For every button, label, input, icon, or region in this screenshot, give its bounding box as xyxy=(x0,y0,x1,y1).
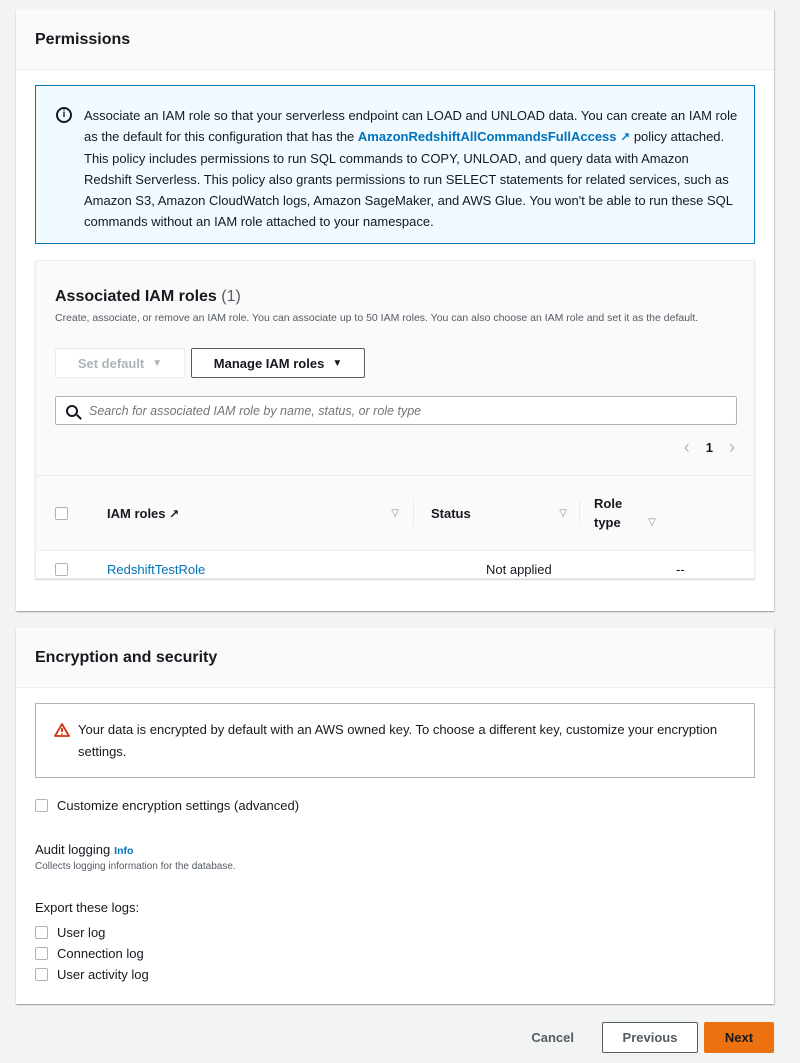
encryption-header xyxy=(16,628,774,688)
sort-icon: ▽ xyxy=(391,507,399,519)
table-header xyxy=(36,476,754,550)
user-activity-log-checkbox[interactable] xyxy=(35,968,48,981)
sort-icon: ▽ xyxy=(559,507,567,519)
encryption-title: Encryption and security xyxy=(35,648,218,666)
role-type: -- xyxy=(676,562,685,577)
external-link-icon: ↗ xyxy=(169,506,180,521)
previous-button[interactable]: Previous xyxy=(602,1022,698,1053)
info-icon: i xyxy=(56,107,72,123)
search-icon xyxy=(66,405,78,417)
info-alert xyxy=(35,85,755,244)
caret-down-icon: ▼ xyxy=(332,357,343,369)
customize-encryption-option[interactable] xyxy=(35,798,299,813)
chevron-right-icon[interactable]: › xyxy=(729,437,735,457)
connection-log-checkbox[interactable] xyxy=(35,947,48,960)
column-status[interactable]: Status ▽ xyxy=(431,505,567,521)
audit-logging-description: Collects logging information for the database. xyxy=(35,861,236,872)
search-input[interactable] xyxy=(89,404,689,418)
customize-encryption-checkbox[interactable] xyxy=(35,799,48,812)
audit-info-link[interactable]: Info xyxy=(114,845,134,857)
user-activity-log-label: User activity log xyxy=(57,967,149,982)
info-alert-text-1: Associate an IAM role so that your serverless endpoint can LOAD and UNLOAD data. You can create an IAM role as the default for this configuration that has the xyxy=(84,108,738,144)
warning-text: Your data is encrypted by default with an AWS owned key. To choose a different key, customize your encryption settings. xyxy=(78,722,718,759)
iam-roles-container xyxy=(35,260,755,579)
column-iam-roles[interactable]: IAM roles ↗ ▽ xyxy=(107,505,399,521)
user-log-checkbox[interactable] xyxy=(35,926,48,939)
chevron-left-icon[interactable]: ‹ xyxy=(683,437,690,457)
user-activity-log-option[interactable] xyxy=(35,967,149,982)
next-button[interactable]: Next xyxy=(704,1022,774,1053)
row-checkbox[interactable] xyxy=(55,563,68,576)
table-row xyxy=(36,550,754,588)
audit-logging-label: Audit logging Info xyxy=(35,842,134,857)
warning-icon xyxy=(54,723,70,737)
sort-icon: ▽ xyxy=(648,516,656,528)
iam-roles-search[interactable] xyxy=(55,396,737,425)
page-number[interactable]: 1 xyxy=(705,440,713,455)
pagination xyxy=(684,437,735,458)
iam-roles-header xyxy=(36,261,754,476)
permissions-title: Permissions xyxy=(35,30,131,48)
iam-roles-count: (1) xyxy=(221,288,241,305)
info-alert-text-2: policy attached. This policy includes permissions to run SQL commands to COPY, UNLOAD, and query data with Amazon Redshift Serverless. This policy also grants permissions to run SELECT statements for related services, such as Amazon S3, Amazon CloudWatch logs, Amazon SageMaker, and AWS Glue. You won't be able to run these SQL commands without an IAM role attached to your namespace. xyxy=(84,129,733,229)
wizard-footer xyxy=(531,1022,774,1053)
encryption-panel xyxy=(16,628,774,1004)
user-log-option[interactable] xyxy=(35,925,105,940)
permissions-panel xyxy=(16,10,774,611)
set-default-button[interactable]: Set default ▼ xyxy=(55,348,185,378)
permissions-header xyxy=(16,10,774,70)
customize-encryption-label: Customize encryption settings (advanced) xyxy=(57,798,300,813)
user-log-label: User log xyxy=(57,925,106,940)
iam-roles-title: Associated IAM roles (1) xyxy=(55,288,241,305)
policy-link[interactable]: AmazonRedshiftAllCommandsFullAccess ↗ xyxy=(358,129,630,144)
connection-log-option[interactable] xyxy=(35,946,144,961)
warning-alert xyxy=(35,703,755,778)
role-name-link[interactable]: RedshiftTestRole xyxy=(107,562,206,577)
caret-down-icon: ▼ xyxy=(152,357,163,369)
column-role-type[interactable]: Role type ▽ xyxy=(594,496,656,530)
select-all-checkbox[interactable] xyxy=(55,507,68,520)
connection-log-label: Connection log xyxy=(57,946,144,961)
iam-roles-description: Create, associate, or remove an IAM role. You can associate up to 50 IAM roles. You can also choose an IAM role and set it as the default. xyxy=(55,312,699,324)
external-link-icon: ↗ xyxy=(620,130,631,144)
export-logs-label: Export these logs: xyxy=(35,900,140,915)
column-divider xyxy=(579,500,580,526)
column-divider xyxy=(413,500,414,526)
manage-iam-roles-button[interactable]: Manage IAM roles ▼ xyxy=(191,348,365,378)
cancel-button[interactable]: Cancel xyxy=(531,1030,574,1045)
role-status: Not applied xyxy=(486,562,552,577)
